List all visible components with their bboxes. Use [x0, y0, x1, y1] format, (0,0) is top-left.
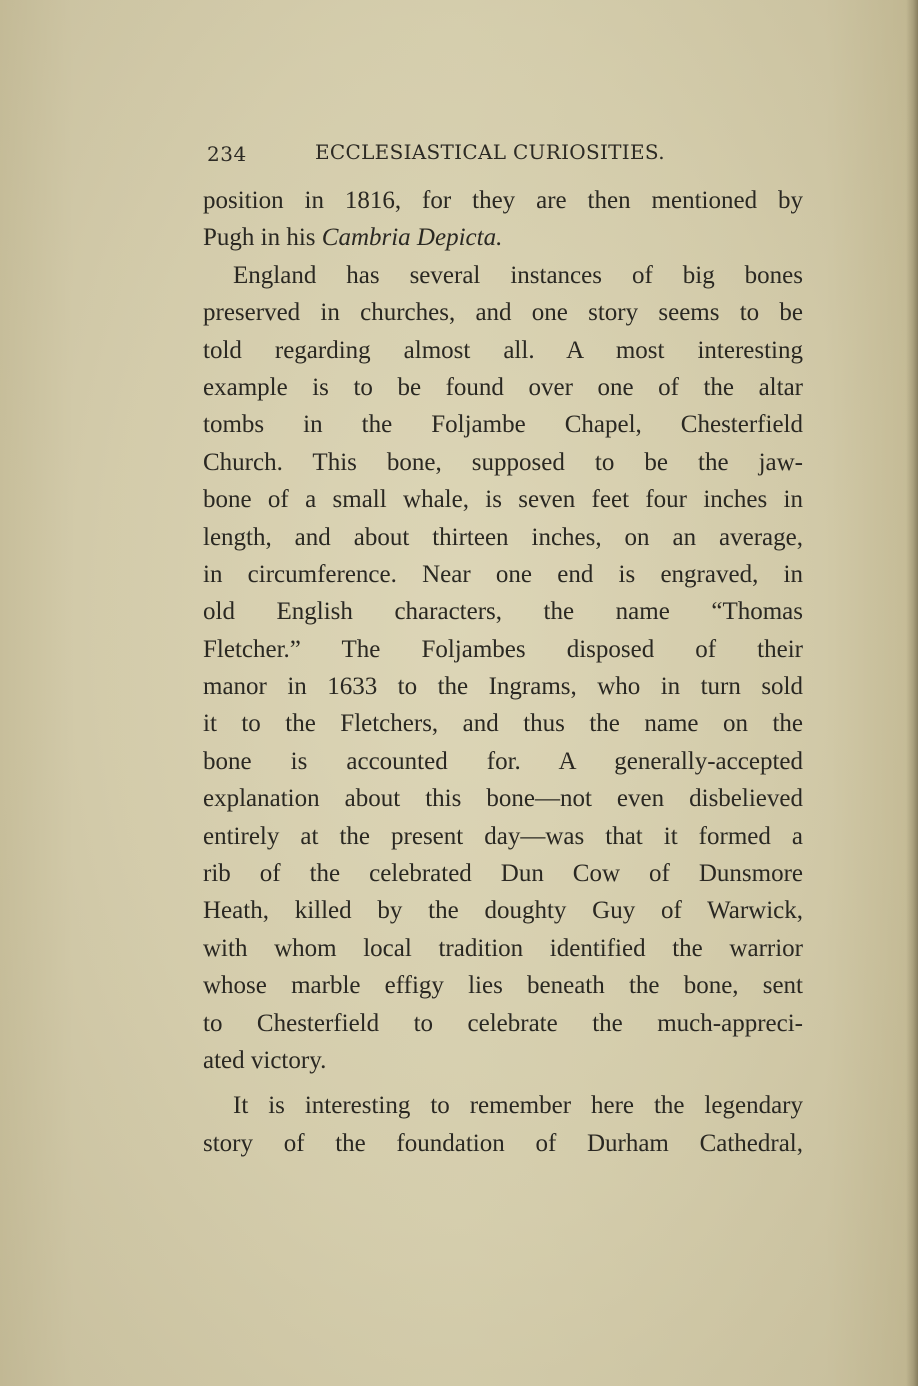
text-line: preserved in churches, and one story seems to be: [203, 299, 803, 327]
text-line: to Chesterfield to celebrate the much-appreci-: [203, 1009, 803, 1037]
text-line: with whom local tradition identified the warrior: [203, 934, 803, 962]
text-line: entirely at the present day—was that it formed a: [203, 822, 803, 850]
text-line: whose marble effigy lies beneath the bone, sent: [203, 972, 803, 1000]
page-edge-shadow: [906, 0, 918, 1386]
text-line: it to the Fletchers, and thus the name on the: [203, 710, 803, 738]
book-title-italic: Cambria Depicta.: [321, 224, 503, 252]
text-line: England has several instances of big bones: [233, 261, 803, 289]
text-line: Heath, killed by the doughty Guy of Warwick,: [203, 897, 803, 925]
page-number: 234: [207, 142, 247, 166]
text-line: Fletcher.” The Foljambes disposed of their: [203, 635, 803, 663]
text-line: told regarding almost all. A most interesting: [203, 336, 803, 364]
text-line: position in 1816, for they are then mentioned by: [203, 187, 803, 214]
text-line: ated victory.: [203, 1046, 327, 1074]
text-line: [203, 219, 803, 256]
paragraph-2: [203, 257, 803, 1080]
paragraph-1: [203, 182, 803, 257]
text-line: example is to be found over one of the altar: [203, 373, 803, 401]
text-line: length, and about thirteen inches, on an average,: [203, 523, 803, 551]
page-header: [207, 136, 693, 172]
text-line: bone of a small whale, is seven feet four inches in: [203, 486, 803, 514]
text-line: in circumference. Near one end is engraved, in: [203, 560, 803, 588]
text-line: tombs in the Foljambe Chapel, Chesterfield: [203, 411, 803, 439]
paragraph-3: [203, 1087, 803, 1162]
text-line: Church. This bone, supposed to be the jaw-: [203, 448, 803, 476]
text-line: manor in 1633 to the Ingrams, who in turn sold: [203, 673, 803, 701]
text-line: old English characters, the name “Thomas: [203, 598, 803, 626]
text-line: rib of the celebrated Dun Cow of Dunsmore: [203, 860, 803, 888]
text-line: explanation about this bone—not even disbelieved: [203, 785, 803, 813]
text-line: story of the foundation of Durham Cathedral,: [203, 1129, 803, 1157]
text-line: bone is accounted for. A generally-accepted: [203, 747, 803, 775]
text-line-lead: Pugh in his: [203, 224, 322, 252]
paragraph-gap: [203, 1079, 803, 1087]
body-text: [203, 182, 803, 1162]
running-title: ECCLESIASTICAL CURIOSITIES.: [315, 140, 665, 164]
text-line: It is interesting to remember here the legendary: [233, 1092, 803, 1120]
